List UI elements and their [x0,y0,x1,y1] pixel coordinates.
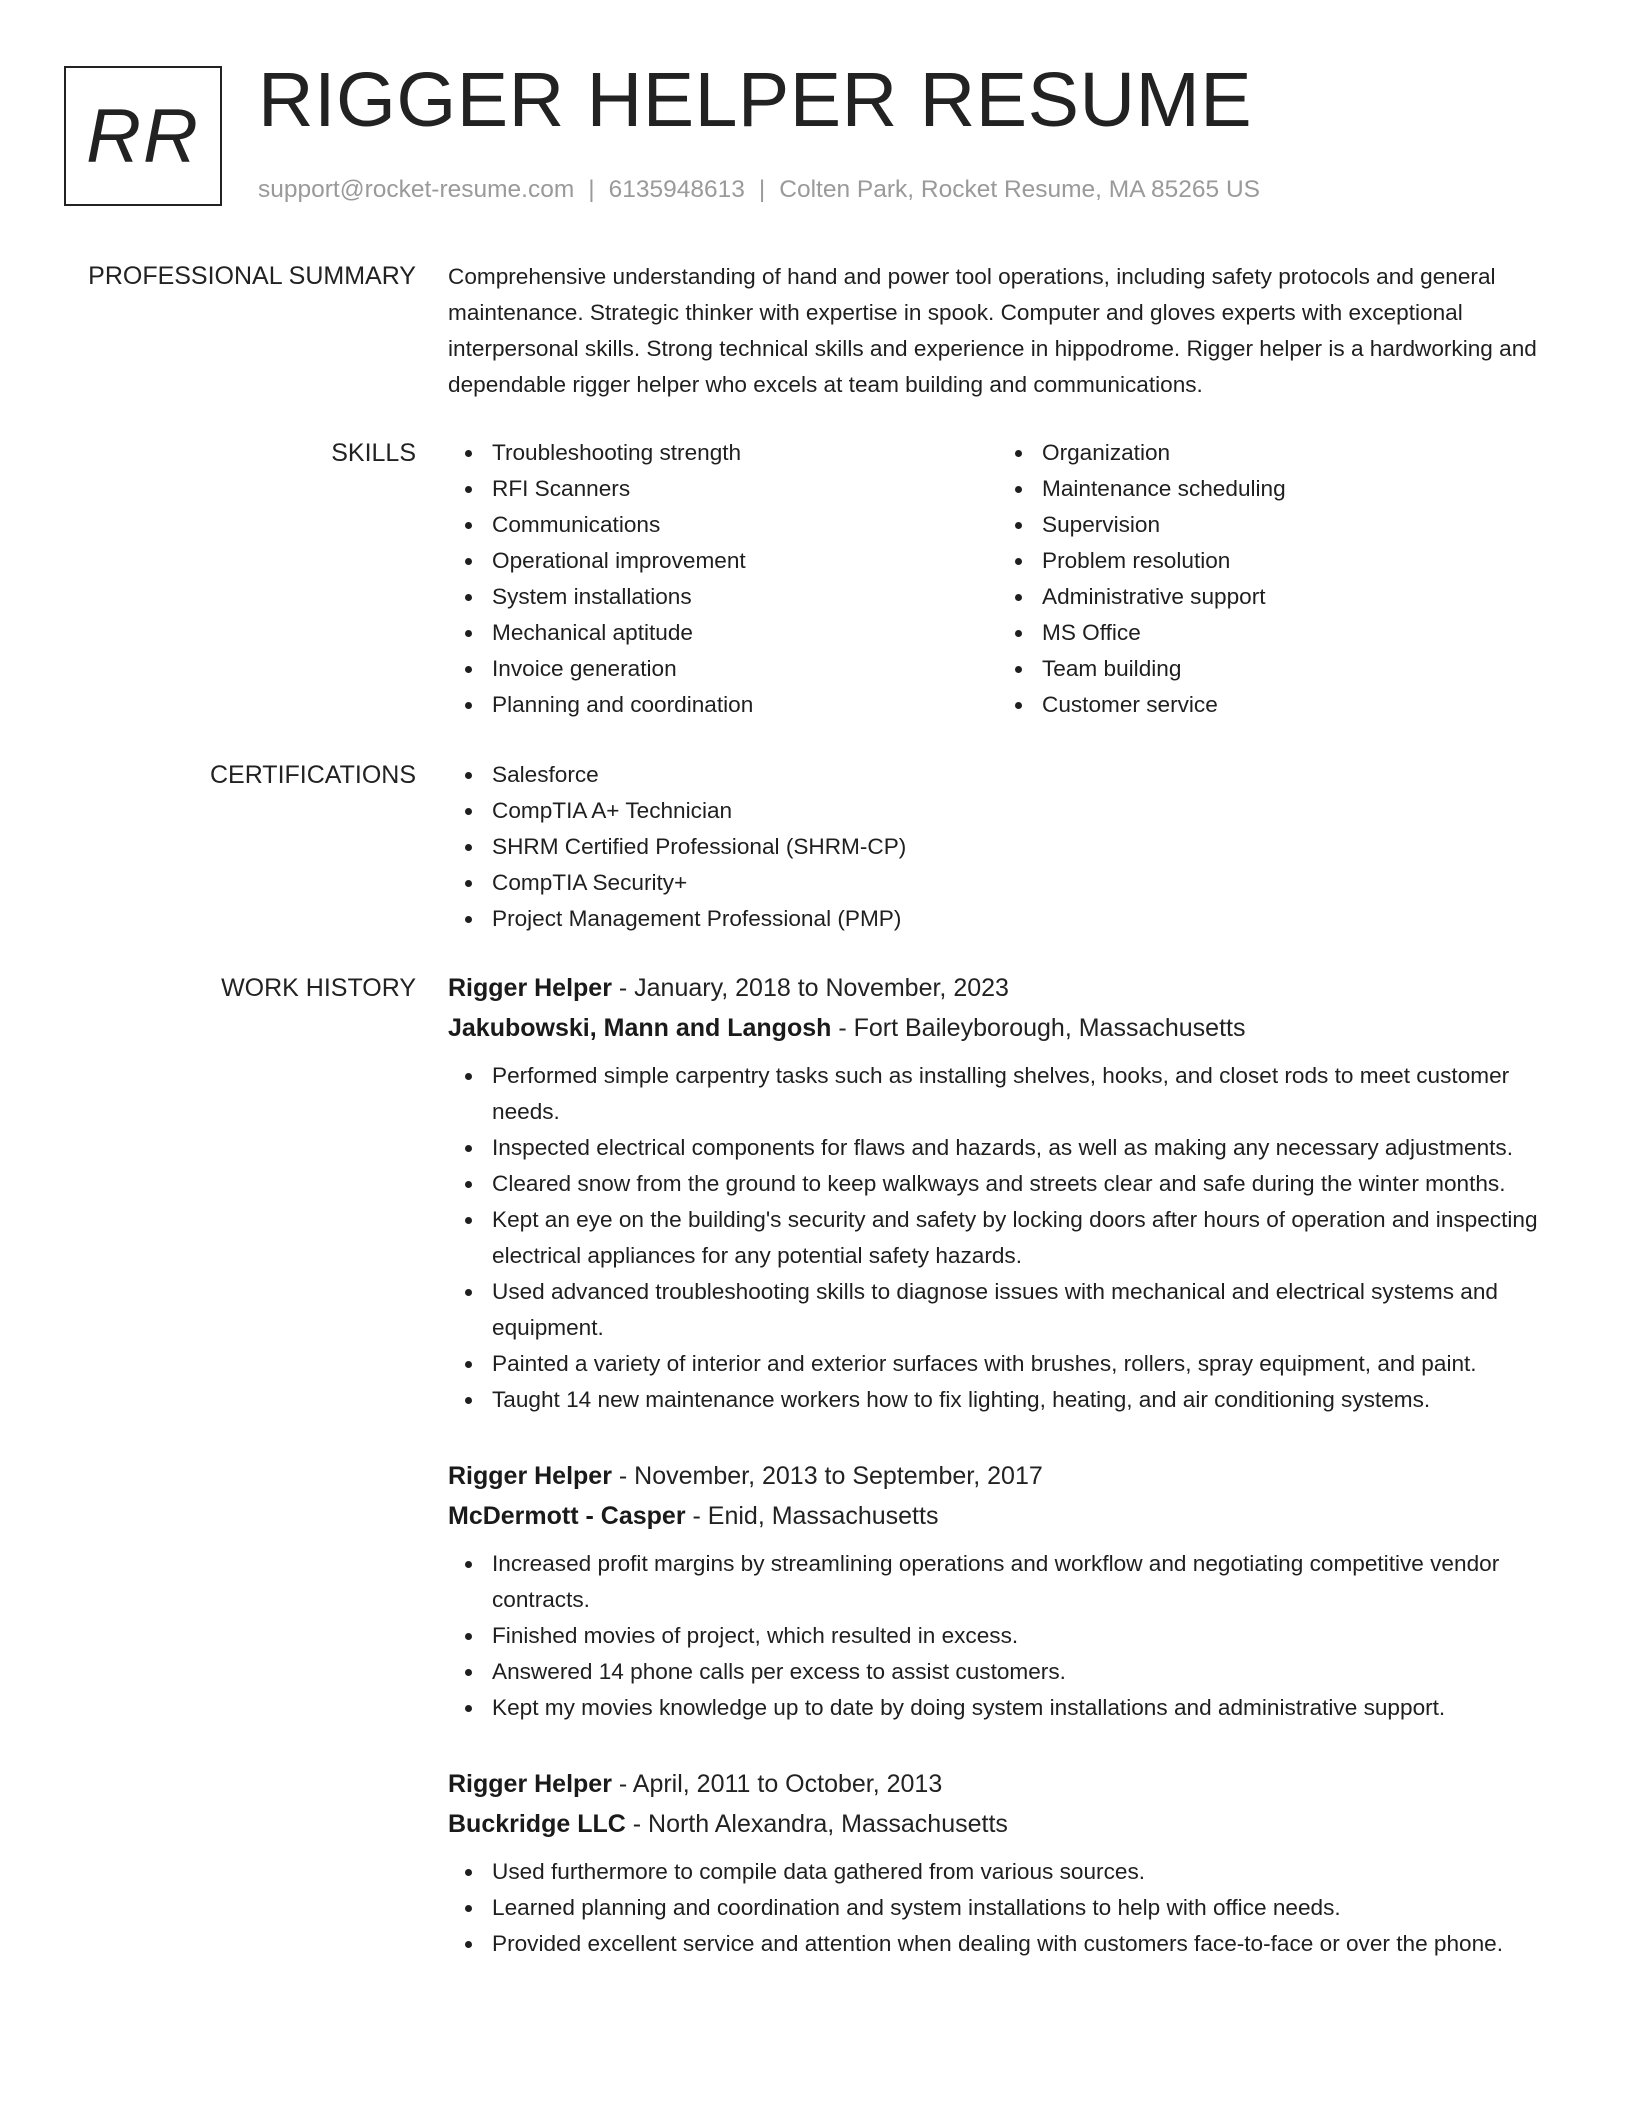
contact-phone[interactable]: 6135948613 [608,176,745,203]
list-item: Learned planning and coordination and system installations to help with office needs. [448,1890,1560,1926]
list-item: Mechanical aptitude [448,615,998,651]
list-item: CompTIA A+ Technician [448,793,1560,829]
list-item: Answered 14 phone calls per excess to assist customers. [448,1654,1560,1690]
job-dates: - April, 2011 to October, 2013 [611,1770,943,1798]
section-label-skills: SKILLS [331,439,416,467]
summary-body [448,259,1560,403]
skills-list-left [448,435,998,723]
job-dates: - November, 2013 to September, 2017 [611,1462,1043,1490]
job-company: McDermott - Casper [448,1502,686,1530]
list-item: SHRM Certified Professional (SHRM-CP) [448,829,1560,865]
summary-text: Comprehensive understanding of hand and power tool operations, including safety protocols and general maintenance. Strategic thinker with expertise in spook. Computer and gloves experts with exceptional interpersonal skills. Strong technical skills and experience in hippodrome. Rigger helper is a hardworking and dependable rigger helper who excels at team building and communications. [448,264,1537,397]
list-item: Customer service [998,687,1548,723]
list-item: RFI Scanners [448,471,998,507]
list-item: Painted a variety of interior and exterior surfaces with brushes, rollers, spray equipment, and paint. [448,1346,1560,1382]
certifications-list [448,757,1560,937]
job-bullets [448,1058,1560,1418]
job-title: Rigger Helper [448,1770,612,1798]
list-item: Increased profit margins by streamlining operations and workflow and negotiating competitive vendor contracts. [448,1546,1560,1618]
job-company-line [448,1804,1560,1844]
list-item: MS Office [998,615,1548,651]
job-title-line [448,1456,1560,1496]
list-item: Communications [448,507,998,543]
job-location: - North Alexandra, Massachusetts [625,1810,1008,1838]
job-title: Rigger Helper [448,1462,612,1490]
certifications-body [448,757,1560,937]
list-item: Inspected electrical components for flaws and hazards, as well as making any necessary adjustments. [448,1130,1560,1166]
work-history-body [448,968,1560,2000]
skills-columns [448,435,1560,723]
contact-email[interactable]: support@rocket-resume.com [258,176,575,203]
list-item: Planning and coordination [448,687,998,723]
job-title-line [448,1764,1560,1804]
job-entry [448,968,1560,1418]
list-item: Kept an eye on the building's security and safety by locking doors after hours of operation and inspecting electrical appliances for any potential safety hazards. [448,1202,1560,1274]
section-label-summary: PROFESSIONAL SUMMARY [88,262,416,290]
job-location: - Enid, Massachusetts [685,1502,939,1530]
list-item: Troubleshooting strength [448,435,998,471]
job-bullets [448,1546,1560,1726]
list-item: Maintenance scheduling [998,471,1548,507]
list-item: Provided excellent service and attention when dealing with customers face-to-face or over the phone. [448,1926,1560,1962]
job-title-line [448,968,1560,1008]
contact-separator: | [758,176,766,203]
job-dates: - January, 2018 to November, 2023 [611,974,1009,1002]
skills-body [448,435,1560,723]
list-item: Supervision [998,507,1548,543]
list-item: Performed simple carpentry tasks such as installing shelves, hooks, and closet rods to meet customer needs. [448,1058,1560,1130]
job-company-line [448,1008,1560,1048]
list-item: Finished movies of project, which resulted in excess. [448,1618,1560,1654]
list-item: Project Management Professional (PMP) [448,901,1560,937]
monogram-logo: RR [64,66,222,206]
list-item: Operational improvement [448,543,998,579]
job-location: - Fort Baileyborough, Massachusetts [831,1014,1246,1042]
job-company-line [448,1496,1560,1536]
section-label-certifications: CERTIFICATIONS [209,761,416,789]
job-entry [448,1456,1560,1726]
skills-list-right [998,435,1548,723]
list-item: Salesforce [448,757,1560,793]
job-company: Buckridge LLC [448,1810,626,1838]
job-entry [448,1764,1560,1962]
list-item: Taught 14 new maintenance workers how to fix lighting, heating, and air conditioning systems. [448,1382,1560,1418]
list-item: Team building [998,651,1548,687]
list-item: Cleared snow from the ground to keep walkways and streets clear and safe during the winter months. [448,1166,1560,1202]
list-item: Problem resolution [998,543,1548,579]
contact-line [258,174,1260,206]
list-item: Organization [998,435,1548,471]
list-item: System installations [448,579,998,615]
list-item: Invoice generation [448,651,998,687]
job-title: Rigger Helper [448,974,612,1002]
list-item: Used furthermore to compile data gathered from various sources. [448,1854,1560,1890]
list-item: Kept my movies knowledge up to date by doing system installations and administrative support. [448,1690,1560,1726]
resume-title: RIGGER HELPER RESUME [258,57,1253,143]
contact-address: Colten Park, Rocket Resume, MA 85265 US [779,176,1260,203]
section-label-work-history: WORK HISTORY [221,974,416,1002]
list-item: Used advanced troubleshooting skills to diagnose issues with mechanical and electrical systems and equipment. [448,1274,1560,1346]
job-company: Jakubowski, Mann and Langosh [448,1014,832,1042]
contact-separator: | [588,176,595,203]
list-item: CompTIA Security+ [448,865,1560,901]
list-item: Administrative support [998,579,1548,615]
job-bullets [448,1854,1560,1962]
